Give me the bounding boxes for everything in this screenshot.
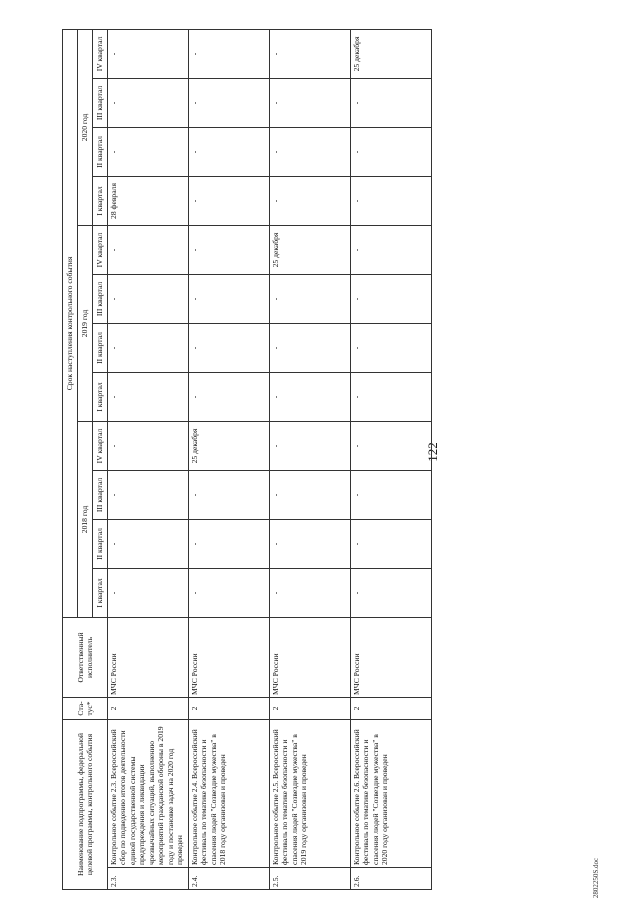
quarter-cell — [270, 372, 351, 421]
quarter-cell — [108, 274, 189, 323]
empty-dash: - — [109, 52, 118, 56]
empty-dash: - — [352, 248, 361, 252]
empty-dash: - — [271, 297, 280, 301]
quarter-cell — [108, 421, 189, 470]
empty-dash: - — [109, 101, 118, 105]
empty-dash: - — [271, 150, 280, 154]
header-year-2019: 2019 год — [78, 225, 93, 421]
event-name: Контрольное событие 2.6. Всероссийский фестиваль по тематике безопасности и спасения людей "Созвездие мужества" в 2020 году организован и проведен — [351, 719, 432, 867]
empty-dash: - — [109, 395, 118, 399]
quarter-cell — [189, 274, 270, 323]
event-status: 2 — [270, 697, 351, 719]
quarter-cell — [189, 323, 270, 372]
quarter-cell — [189, 421, 270, 470]
header-quarter: III квартал — [93, 274, 108, 323]
quarter-cell — [270, 29, 351, 78]
empty-dash: - — [190, 591, 199, 595]
empty-dash: - — [190, 395, 199, 399]
empty-dash: - — [190, 297, 199, 301]
deadline-date: 28 февраля — [109, 183, 118, 219]
empty-dash: - — [352, 199, 361, 203]
empty-dash: - — [109, 542, 118, 546]
empty-dash: - — [109, 444, 118, 448]
event-status: 2 — [351, 697, 432, 719]
quarter-cell — [108, 323, 189, 372]
empty-dash: - — [271, 444, 280, 448]
row-number: 2.5. — [270, 868, 351, 890]
quarter-cell — [189, 176, 270, 225]
quarter-cell — [108, 29, 189, 78]
header-quarter: IV квартал — [93, 225, 108, 274]
event-name: Контрольное событие 2.5. Всероссийский фестиваль по тематике безопасности и спасения людей "Созвездие мужества" в 2019 году организован и проведен — [270, 719, 351, 867]
empty-dash: - — [190, 150, 199, 154]
quarter-cell — [189, 225, 270, 274]
empty-dash: - — [271, 542, 280, 546]
deadline-date: 25 декабря — [271, 232, 280, 268]
table-row — [189, 29, 270, 889]
quarter-cell — [270, 470, 351, 519]
empty-dash: - — [352, 591, 361, 595]
header-quarter: III квартал — [93, 78, 108, 127]
table-row — [270, 29, 351, 889]
quarter-cell — [351, 470, 432, 519]
header-quarter: II квартал — [93, 323, 108, 372]
quarter-cell — [351, 127, 432, 176]
control-events-body — [108, 29, 432, 889]
empty-dash: - — [352, 297, 361, 301]
quarter-cell — [270, 421, 351, 470]
empty-dash: - — [271, 101, 280, 105]
header-quarter: IV квартал — [93, 421, 108, 470]
empty-dash: - — [271, 493, 280, 497]
empty-dash: - — [190, 52, 199, 56]
empty-dash: - — [352, 150, 361, 154]
header-year-2018: 2018 год — [78, 421, 93, 617]
event-executor: МЧС России — [189, 617, 270, 697]
quarter-cell — [108, 568, 189, 617]
quarter-cell — [189, 470, 270, 519]
quarter-cell — [351, 323, 432, 372]
quarter-cell — [270, 519, 351, 568]
empty-dash: - — [352, 444, 361, 448]
header-status-column: Ста-тус* — [63, 697, 108, 719]
empty-dash: - — [190, 346, 199, 350]
quarter-cell — [189, 568, 270, 617]
header-name-column: Наименование подпрограммы, федеральной целевой программы, контрольного события — [63, 719, 108, 889]
quarter-cell — [189, 29, 270, 78]
event-executor: МЧС России — [270, 617, 351, 697]
empty-dash: - — [352, 101, 361, 105]
empty-dash: - — [352, 493, 361, 497]
empty-dash: - — [190, 493, 199, 497]
header-quarter: I квартал — [93, 568, 108, 617]
quarter-cell — [189, 127, 270, 176]
quarter-cell — [351, 519, 432, 568]
event-name: Контрольное событие 2.3. Всероссийский сбор по подведению итогов деятельности единой государственной системы предупреждения и ликвидации чрезвычайных ситуаций, выполнению мероприятий гражданской обороны в 2019 году и постановке задач на 2020 год проведен — [108, 719, 189, 867]
empty-dash: - — [109, 150, 118, 154]
empty-dash: - — [271, 52, 280, 56]
quarter-cell — [270, 78, 351, 127]
event-status: 2 — [108, 697, 189, 719]
empty-dash: - — [190, 101, 199, 105]
quarter-cell — [108, 470, 189, 519]
empty-dash: - — [352, 395, 361, 399]
quarter-cell — [270, 323, 351, 372]
empty-dash: - — [352, 542, 361, 546]
quarter-cell — [351, 372, 432, 421]
quarter-cell — [351, 274, 432, 323]
empty-dash: - — [271, 395, 280, 399]
quarter-cell — [270, 568, 351, 617]
quarter-cell — [351, 225, 432, 274]
quarter-cell — [270, 225, 351, 274]
empty-dash: - — [109, 591, 118, 595]
header-year-2020: 2020 год — [78, 29, 93, 225]
row-number: 2.4. — [189, 868, 270, 890]
footer-doc-code: 2802250S.doc — [592, 857, 600, 899]
header-executor-column: Ответственный исполнитель — [63, 617, 108, 697]
header-quarter: I квартал — [93, 176, 108, 225]
deadline-date: 25 декабря — [352, 36, 361, 72]
page-number: 122 — [425, 442, 440, 462]
header-quarter: I квартал — [93, 372, 108, 421]
deadline-date: 25 декабря — [190, 428, 199, 464]
row-number: 2.6. — [351, 868, 432, 890]
control-events-sheet — [62, 30, 465, 890]
quarter-cell — [108, 78, 189, 127]
quarter-cell — [108, 372, 189, 421]
event-name: Контрольное событие 2.4. Всероссийский фестиваль по тематике безопасности и спасения людей "Созвездие мужества" в 2018 году организован и проведен — [189, 719, 270, 867]
header-quarter: II квартал — [93, 519, 108, 568]
empty-dash: - — [271, 346, 280, 350]
quarter-cell — [108, 225, 189, 274]
quarter-cell — [351, 421, 432, 470]
quarter-cell — [270, 274, 351, 323]
quarter-cell — [351, 176, 432, 225]
empty-dash: - — [271, 591, 280, 595]
header-quarter: IV квартал — [93, 29, 108, 78]
empty-dash: - — [109, 493, 118, 497]
empty-dash: - — [352, 346, 361, 350]
empty-dash: - — [190, 542, 199, 546]
header-quarter: III квартал — [93, 470, 108, 519]
quarter-cell — [189, 372, 270, 421]
empty-dash: - — [109, 297, 118, 301]
empty-dash: - — [190, 248, 199, 252]
event-status: 2 — [189, 697, 270, 719]
quarter-cell — [351, 78, 432, 127]
quarter-cell — [351, 29, 432, 78]
table-row — [351, 29, 432, 889]
empty-dash: - — [271, 199, 280, 203]
quarter-cell — [108, 127, 189, 176]
row-number: 2.3. — [108, 868, 189, 890]
quarter-cell — [189, 78, 270, 127]
empty-dash: - — [190, 199, 199, 203]
quarter-cell — [189, 519, 270, 568]
quarter-cell — [351, 568, 432, 617]
event-executor: МЧС России — [351, 617, 432, 697]
control-events-table — [62, 29, 432, 890]
quarter-cell — [108, 176, 189, 225]
quarter-cell — [270, 127, 351, 176]
empty-dash: - — [109, 346, 118, 350]
event-executor: МЧС России — [108, 617, 189, 697]
header-quarter: II квартал — [93, 127, 108, 176]
quarter-cell — [270, 176, 351, 225]
table-row — [108, 29, 189, 889]
empty-dash: - — [109, 248, 118, 252]
header-deadline-group: Срок наступления контрольного события — [63, 29, 78, 617]
quarter-cell — [108, 519, 189, 568]
